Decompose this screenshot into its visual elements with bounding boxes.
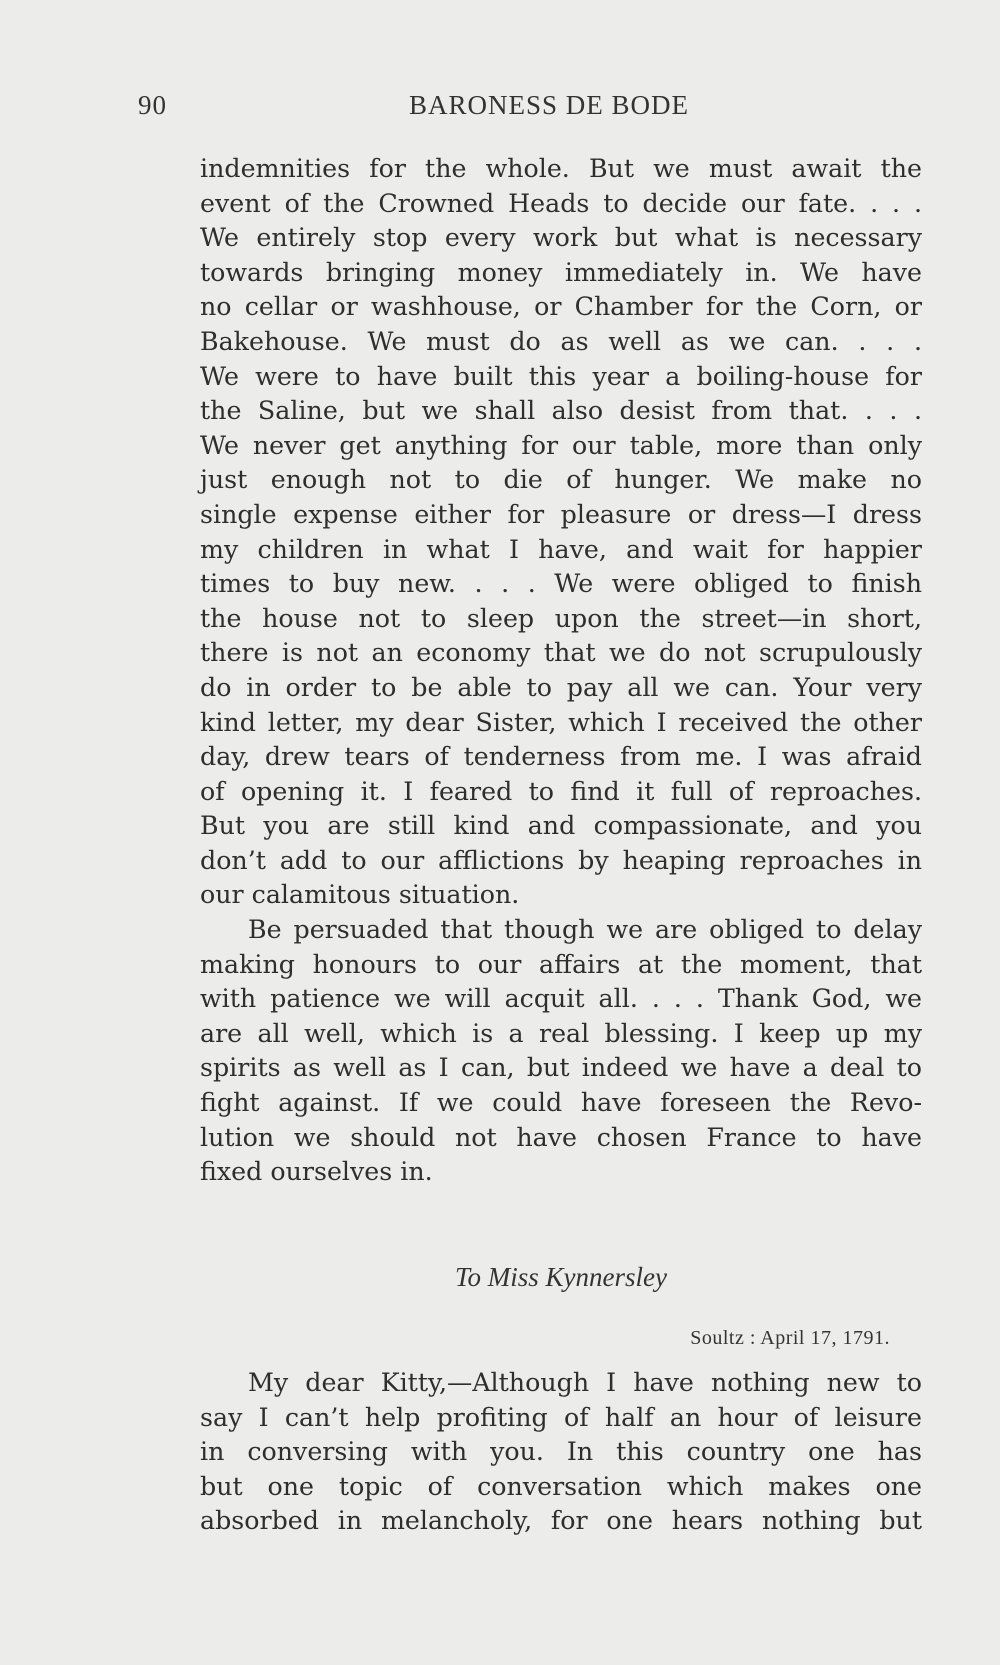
text-line: single expense either for pleasure or dress—I dress <box>200 499 922 529</box>
text-line: towards bringing money immediately in. We have <box>200 257 922 287</box>
text-line: the house not to sleep upon the street—in short, <box>200 603 922 633</box>
text-line: do in order to be able to pay all we can. Your very <box>200 672 922 702</box>
text-line: say I can’t help profiting of half an hour of leisure <box>200 1402 922 1432</box>
text-line: spirits as well as I can, but indeed we have a deal to <box>200 1053 922 1083</box>
text-line: times to buy new. . . . We were obliged to finish <box>200 569 922 599</box>
text-line: of opening it. I feared to find it full of reproaches. <box>200 776 922 806</box>
letter-addressee: To Miss Kynnersley <box>454 1262 667 1292</box>
text-line: But you are still kind and compassionate, and you <box>200 811 922 841</box>
text-line: just enough not to die of hunger. We make no <box>200 465 922 495</box>
text-line: don’t add to our afflictions by heaping reproaches in <box>200 845 922 875</box>
text-line: event of the Crowned Heads to decide our fate. . . . <box>200 188 922 218</box>
text-line: fixed ourselves in. <box>200 1157 433 1187</box>
page-number: 90 <box>138 90 167 120</box>
text-line: My dear Kitty,—Although I have nothing new to <box>248 1368 922 1397</box>
letter-body <box>200 1366 922 1539</box>
text-line: lution we should not have chosen France to have <box>200 1122 922 1152</box>
text-line: Be persuaded that though we are obliged to delay <box>248 915 922 945</box>
text-line: We entirely stop every work but what is necessary <box>200 223 922 253</box>
text-line: but one topic of conversation which makes one <box>200 1471 922 1501</box>
running-head <box>138 90 920 126</box>
text-line: are all well, which is a real blessing. I keep up my <box>200 1018 922 1048</box>
letter-dateline: Soultz : April 17, 1791. <box>690 1327 890 1349</box>
paragraph-1 <box>200 152 922 913</box>
text-line: We were to have built this year a boiling-house for <box>200 361 922 391</box>
text-line: no cellar or washhouse, or Chamber for the Corn, or <box>200 292 922 322</box>
text-line: fight against. If we could have foreseen the Revo- <box>200 1088 922 1118</box>
text-line: with patience we will acquit all. . . . Thank God, we <box>200 984 922 1014</box>
text-line: my children in what I have, and wait for happier <box>200 534 922 564</box>
text-line: in conversing with you. In this country one has <box>200 1437 922 1467</box>
text-line: absorbed in melancholy, for one hears nothing but <box>200 1506 922 1536</box>
paragraph-2 <box>200 913 922 1190</box>
text-line: day, drew tears of tenderness from me. I was afraid <box>200 742 922 772</box>
text-line: kind letter, my dear Sister, which I received the other <box>200 707 922 737</box>
text-line: indemnities for the whole. But we must await the <box>200 154 922 183</box>
text-line: the Saline, but we shall also desist from that. . . . <box>200 396 922 426</box>
text-line: making honours to our affairs at the moment, that <box>200 949 922 979</box>
text-line: there is not an economy that we do not scrupulously <box>200 638 922 668</box>
running-title: BARONESS DE BODE <box>408 90 690 120</box>
text-line: our calamitous situation. <box>200 880 520 910</box>
body-text <box>200 152 922 1190</box>
text-line: Bakehouse. We must do as well as we can. . . . <box>200 326 922 356</box>
text-line: We never get anything for our table, more than only <box>200 430 922 460</box>
